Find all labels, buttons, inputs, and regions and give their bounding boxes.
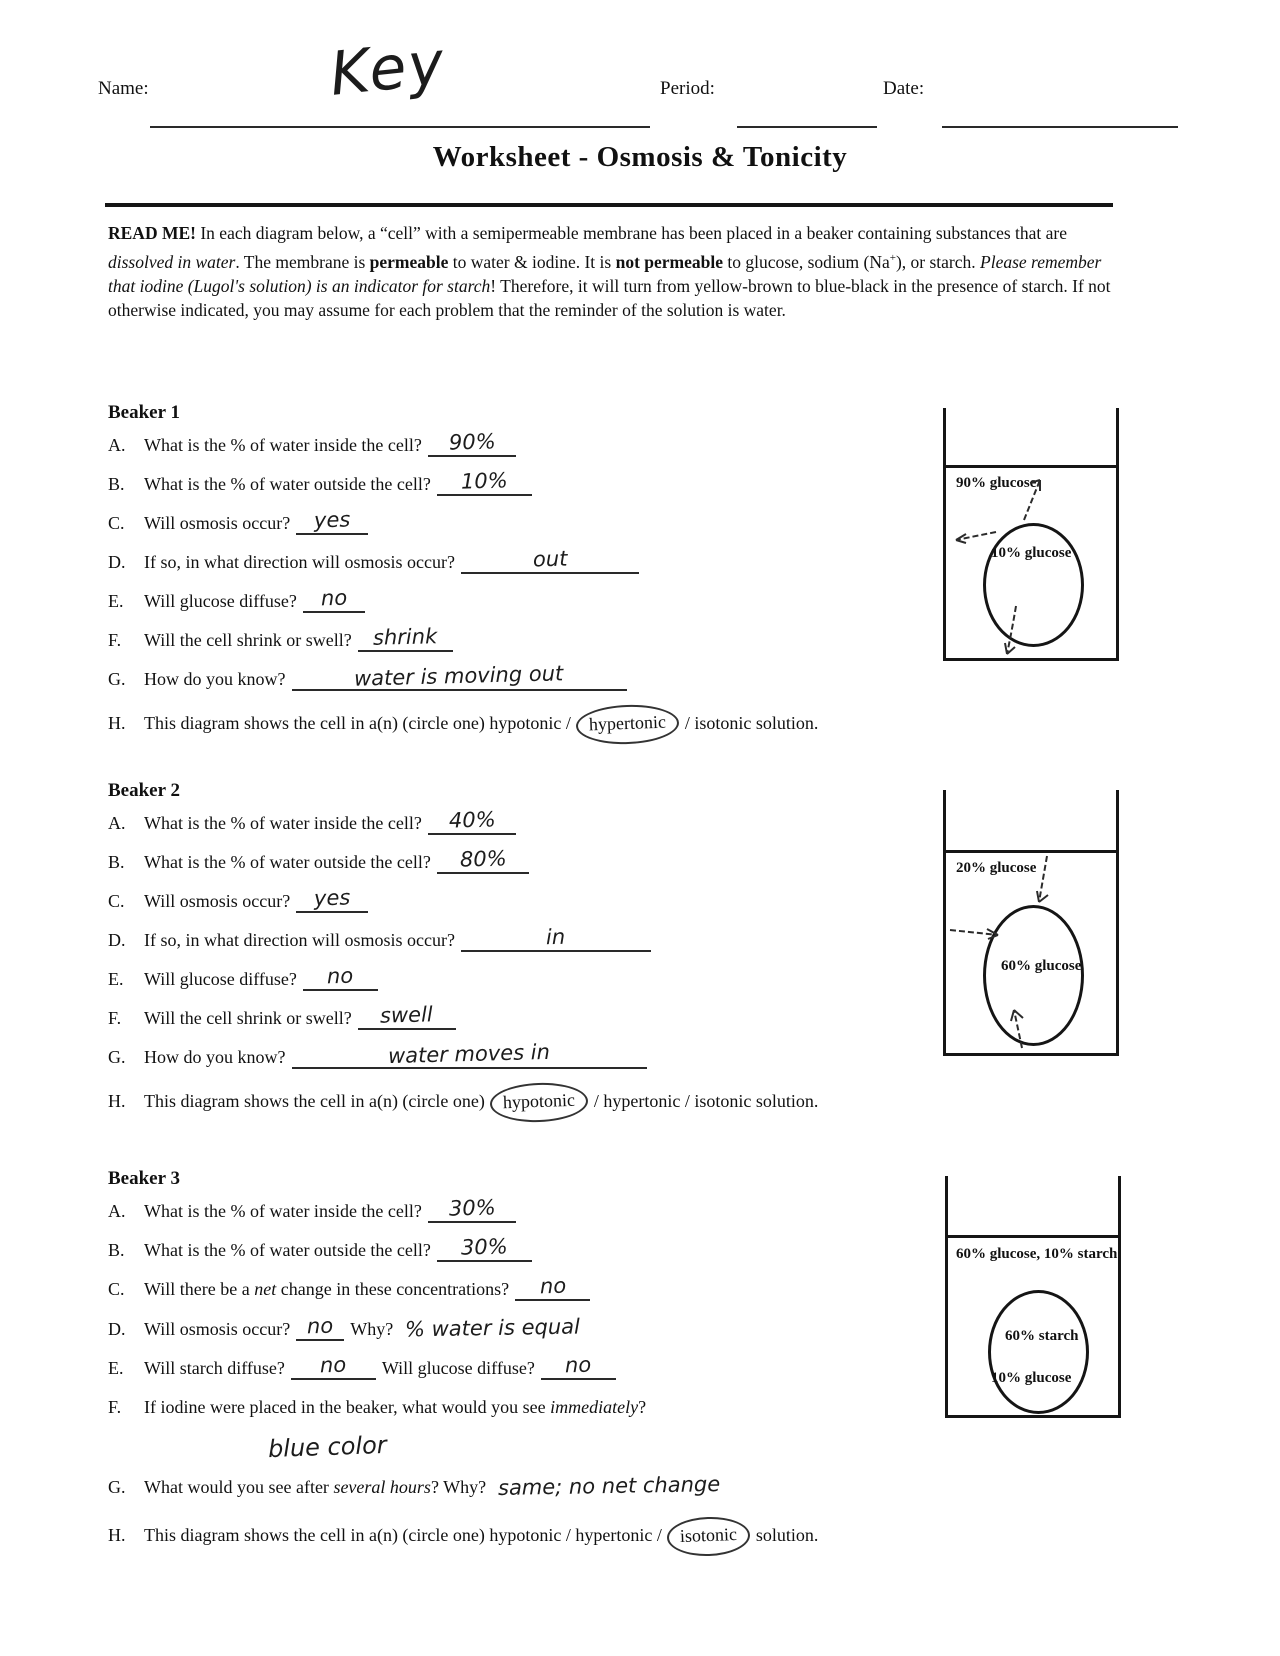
question-row: [108, 661, 938, 693]
cell-label: 10% glucose: [991, 545, 1072, 561]
question-body: [144, 546, 645, 572]
question-letter: C.: [108, 513, 125, 533]
question-body: [144, 1313, 581, 1342]
question-body: [144, 1091, 818, 1111]
handwritten-name: Key: [326, 28, 449, 110]
answer-blank: [515, 1273, 590, 1301]
handwritten-answer: blue color: [267, 1430, 388, 1464]
handwritten-answer: 80%: [459, 846, 507, 872]
option-separator: /: [561, 1525, 576, 1545]
option-separator: /: [561, 713, 576, 733]
handwritten-answer: no: [326, 963, 354, 989]
question-letter: H.: [108, 1525, 126, 1545]
question-row: [108, 705, 938, 744]
beaker-heading: Beaker 2: [108, 780, 180, 801]
beaker-2-diagram: [943, 790, 1119, 1056]
question-row: [108, 1315, 938, 1343]
question-row: [108, 1473, 938, 1501]
question-letter: F.: [108, 630, 122, 650]
water-line: [948, 1235, 1118, 1238]
question-row: [108, 1352, 938, 1382]
question-letter: C.: [108, 1279, 125, 1299]
question-text: Will glucose diffuse?: [381, 1358, 535, 1378]
question-row: [108, 885, 938, 915]
handwritten-answer: no: [564, 1352, 592, 1378]
question-text: What is the % of water outside the cell?: [144, 474, 431, 494]
question-body: [144, 1039, 653, 1069]
question-text: Will osmosis occur?: [144, 1319, 291, 1339]
question-text: Will there be a net change in these concentrations?: [144, 1279, 510, 1299]
question-body: [144, 507, 374, 533]
question-body: [144, 885, 374, 911]
question-text: What is the % of water inside the cell?: [144, 1201, 422, 1221]
question-letter: A.: [108, 435, 126, 455]
answer-blank: [461, 546, 639, 574]
read-me-paragraph: READ ME! In each diagram below, a “cell” with a semipermeable membrane has been placed in a beaker containing substances that are dissolved in water. The membrane is permeable to water & iodine. It is not permeable to glucose, sodium (Na+), or starch. Please remember that iodine (Lugol's solution) is an indicator for starch! Therefore, it will turn from yellow-brown to blue-black in the presence of starch. If not otherwise indicated, you may assume for each problem that the reminder of the solution is water.: [108, 223, 1111, 321]
tonicity-option: hypertonic: [603, 1091, 681, 1111]
question-row: [108, 546, 938, 576]
question-text: This diagram shows the cell in a(n) (circle one): [144, 1525, 490, 1545]
answer-blank: [292, 1039, 647, 1069]
question-row: [108, 1234, 938, 1264]
handwritten-answer: yes: [313, 885, 351, 911]
question-row: [108, 1394, 938, 1421]
beaker-1-section: [108, 402, 938, 756]
answer-blank: [296, 885, 368, 913]
question-text: Will the cell shrink or swell?: [144, 1008, 352, 1028]
question-body: [144, 1472, 721, 1500]
question-text: Will osmosis occur?: [144, 891, 291, 911]
question-text: What is the % of water inside the cell?: [144, 435, 422, 455]
osmosis-arrows-icon: [946, 790, 1116, 1053]
question-letter: C.: [108, 891, 125, 911]
answer-blank: [303, 585, 365, 613]
answer-blank: [461, 924, 651, 952]
tonicity-option: hypotonic: [489, 1525, 562, 1545]
question-text: Why?: [350, 1319, 394, 1339]
question-text: solution.: [751, 713, 819, 733]
tonicity-option: hypotonic: [489, 713, 562, 733]
question-text: If so, in what direction will osmosis occur?: [144, 552, 455, 572]
question-letter: E.: [108, 969, 124, 989]
question-text: solution.: [751, 1091, 819, 1111]
handwritten-answer-row: [108, 1430, 938, 1464]
page-title: Worksheet - Osmosis & Tonicity: [432, 141, 848, 173]
handwritten-answer: yes: [313, 507, 351, 533]
solution-label: 60% glucose, 10% starch: [956, 1246, 1118, 1262]
question-body: [144, 713, 818, 733]
question-letter: B.: [108, 1240, 125, 1260]
handwritten-answer: no: [539, 1273, 567, 1299]
answer-blank: [437, 846, 529, 874]
tonicity-option: hypertonic: [575, 1525, 653, 1545]
handwritten-answer: no: [319, 1352, 347, 1378]
question-body: [144, 1352, 622, 1378]
cell-label: 60% starch: [1005, 1328, 1079, 1344]
question-letter: H.: [108, 1091, 126, 1111]
question-text: What is the % of water inside the cell?: [144, 813, 422, 833]
tonicity-option: isotonic: [694, 713, 752, 733]
answer-blank: [358, 1002, 456, 1030]
question-row: [108, 429, 938, 459]
handwritten-answer: water is moving out: [354, 661, 564, 691]
question-row: [108, 1517, 938, 1556]
question-letter: E.: [108, 1358, 124, 1378]
beaker-3-diagram: [945, 1176, 1121, 1418]
tonicity-option-circled: isotonic: [667, 1516, 751, 1558]
solution-label: 20% glucose: [956, 860, 1037, 876]
answer-blank: [292, 661, 627, 691]
question-text: Will starch diffuse?: [144, 1358, 285, 1378]
answer-blank: [437, 468, 532, 496]
handwritten-answer: water moves in: [387, 1039, 551, 1069]
question-body: [144, 1273, 596, 1299]
question-letter: A.: [108, 1201, 126, 1221]
question-text: Will the cell shrink or swell?: [144, 630, 352, 650]
question-body: [144, 585, 371, 611]
tonicity-option-circled: hypotonic: [490, 1081, 589, 1123]
answer-blank: [437, 1234, 532, 1262]
question-letter: G.: [108, 1477, 126, 1497]
question-row: [108, 924, 938, 954]
tonicity-option: isotonic: [694, 1091, 752, 1111]
question-letter: D.: [108, 552, 126, 572]
question-text: What would you see after several hours? Why?: [144, 1477, 487, 1497]
question-text: What is the % of water outside the cell?: [144, 852, 431, 872]
question-row: [108, 846, 938, 876]
solution-label: 90% glucose: [956, 475, 1037, 491]
handwritten-answer: % water is equal: [405, 1314, 581, 1342]
beaker-heading: Beaker 1: [108, 402, 180, 423]
question-text: How do you know?: [144, 669, 286, 689]
handwritten-answer: 30%: [460, 1234, 509, 1260]
tonicity-option-circled: hypertonic: [576, 703, 680, 746]
handwritten-answer: 40%: [448, 807, 496, 833]
answer-blank: [358, 624, 453, 652]
option-separator: /: [680, 713, 695, 733]
question-letter: E.: [108, 591, 124, 611]
period-label: Period:: [660, 78, 715, 99]
question-body: [144, 963, 384, 989]
question-text: If so, in what direction will osmosis occur?: [144, 930, 455, 950]
question-body: [144, 846, 535, 872]
question-row: [108, 1273, 938, 1303]
handwritten-answer: swell: [380, 1002, 434, 1028]
question-body: [144, 1234, 538, 1260]
answer-blank: [541, 1352, 616, 1380]
question-text: If iodine were placed in the beaker, what would you see immediately?: [144, 1397, 647, 1417]
question-body: [144, 661, 633, 691]
question-row: [108, 1083, 938, 1122]
question-letter: F.: [108, 1397, 122, 1417]
answer-blank: [428, 429, 516, 457]
answer-blank: [303, 963, 378, 991]
question-body: [144, 468, 538, 494]
date-underline: [942, 126, 1178, 128]
beaker-1-diagram: [943, 408, 1119, 661]
question-row: [108, 585, 938, 615]
question-row: [108, 807, 938, 837]
beaker-heading: Beaker 3: [108, 1168, 180, 1189]
question-letter: H.: [108, 713, 126, 733]
question-letter: G.: [108, 669, 126, 689]
question-body: [144, 1525, 818, 1545]
osmosis-arrows-icon: [946, 408, 1116, 658]
answer-blank: [428, 807, 516, 835]
question-row: [108, 1195, 938, 1225]
question-text: How do you know?: [144, 1047, 286, 1067]
handwritten-answer: no: [320, 585, 348, 611]
handwritten-answer: shrink: [372, 624, 438, 650]
question-text: Will osmosis occur?: [144, 513, 291, 533]
answer-blank: [291, 1352, 376, 1380]
question-text: What is the % of water outside the cell?: [144, 1240, 431, 1260]
question-body: [144, 429, 522, 455]
beaker-3-section: [108, 1168, 938, 1568]
question-row: [108, 468, 938, 498]
question-letter: D.: [108, 930, 126, 950]
handwritten-answer: same; no net change: [497, 1472, 721, 1500]
question-text: Will glucose diffuse?: [144, 969, 297, 989]
cell-label: 10% glucose: [991, 1370, 1072, 1386]
name-label: Name:: [98, 78, 149, 99]
handwritten-answer: 90%: [448, 429, 496, 455]
cell-label: 60% glucose: [1001, 958, 1082, 974]
question-letter: B.: [108, 852, 125, 872]
question-letter: G.: [108, 1047, 126, 1067]
question-body: [144, 1002, 462, 1028]
question-text: solution.: [751, 1525, 819, 1545]
question-letter: B.: [108, 474, 125, 494]
answer-blank: [428, 1195, 516, 1223]
option-separator: /: [680, 1091, 695, 1111]
handwritten-answer: 30%: [448, 1195, 496, 1221]
answer-blank: [296, 1313, 344, 1341]
question-row: [108, 963, 938, 993]
name-underline: [150, 126, 650, 128]
question-letter: F.: [108, 1008, 122, 1028]
question-text: Will glucose diffuse?: [144, 591, 297, 611]
question-row: [108, 624, 938, 654]
handwritten-answer: 10%: [460, 468, 509, 494]
question-letter: D.: [108, 1319, 126, 1339]
handwritten-answer: no: [306, 1313, 334, 1339]
question-body: [144, 1195, 522, 1221]
question-row: [108, 507, 938, 537]
cell-membrane: [988, 1290, 1089, 1414]
question-row: [108, 1002, 938, 1032]
question-body: [144, 924, 657, 950]
question-body: [144, 624, 459, 650]
date-label: Date:: [883, 78, 925, 99]
answer-blank: [296, 507, 368, 535]
question-text: This diagram shows the cell in a(n) (circle one): [144, 1091, 490, 1111]
question-letter: A.: [108, 813, 126, 833]
handwritten-answer: out: [532, 546, 568, 572]
divider-rule: [105, 203, 1113, 207]
period-underline: [737, 126, 877, 128]
question-body: [144, 807, 522, 833]
question-row: [108, 1039, 938, 1071]
option-separator: /: [652, 1525, 667, 1545]
question-body: [144, 1397, 646, 1417]
handwritten-answer: in: [546, 924, 566, 950]
option-separator: /: [589, 1091, 604, 1111]
question-text: This diagram shows the cell in a(n) (circle one): [144, 713, 490, 733]
beaker-2-section: [108, 780, 938, 1134]
